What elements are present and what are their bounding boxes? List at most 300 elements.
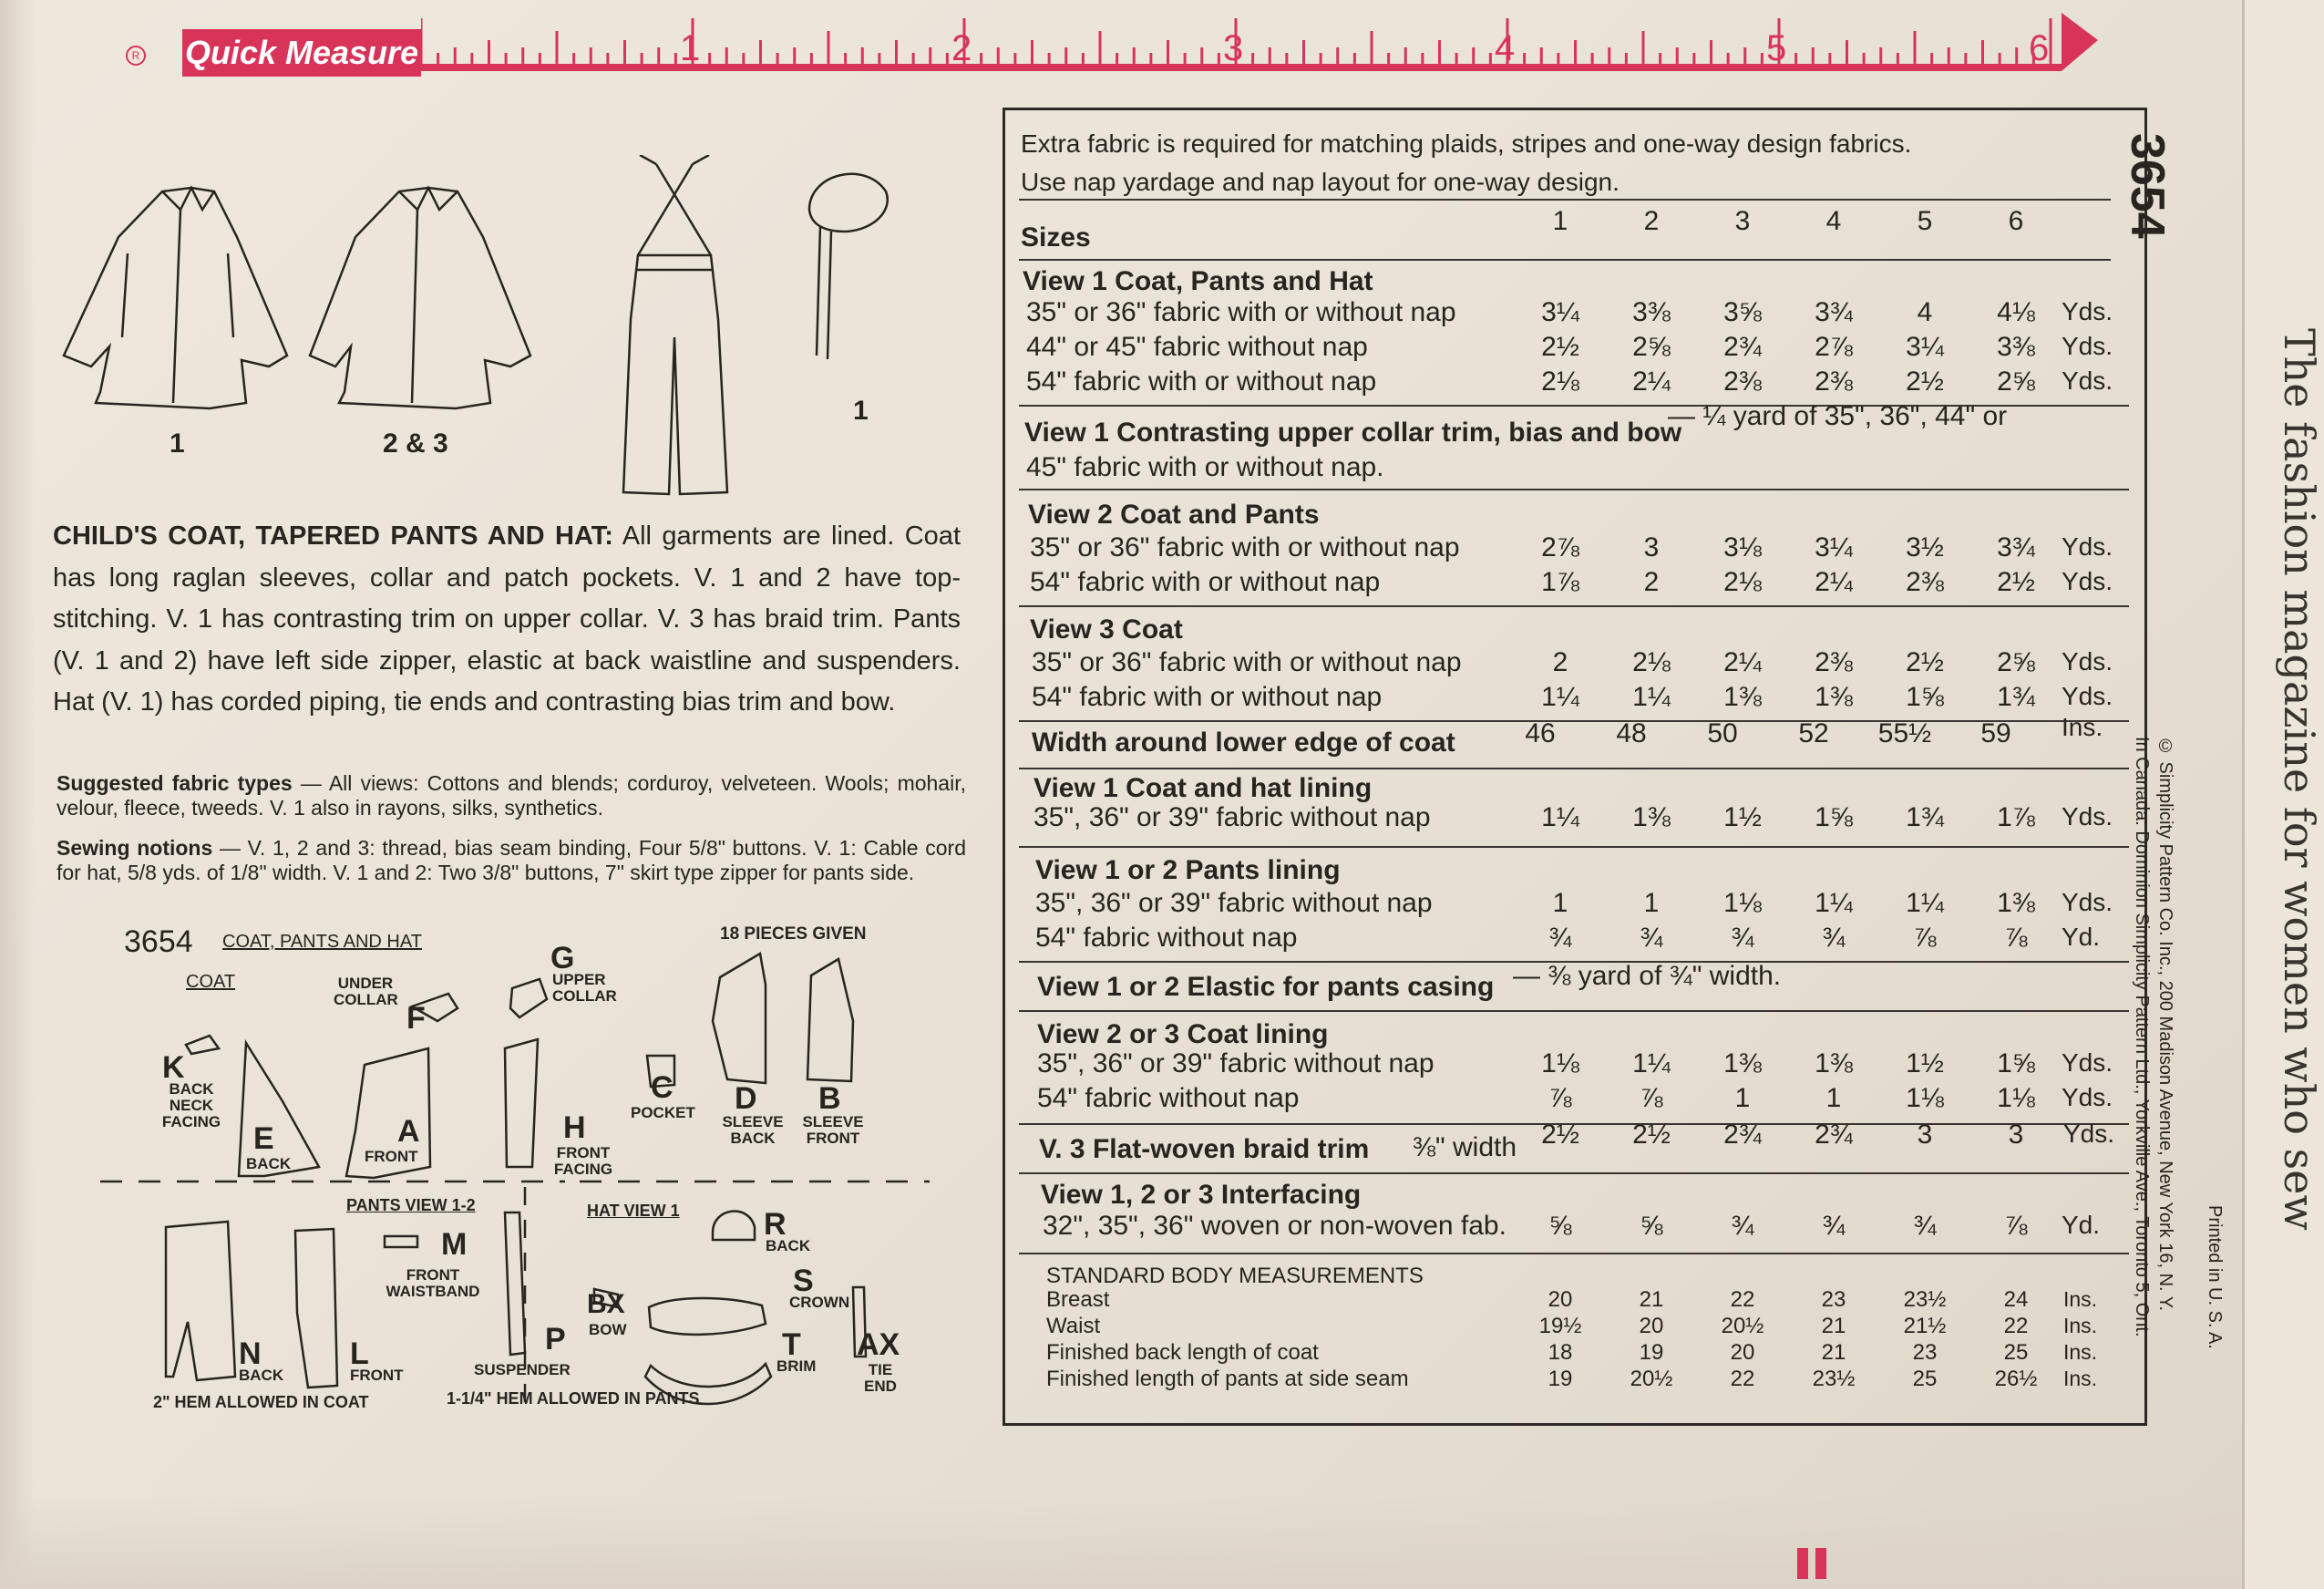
ruler-tick xyxy=(1828,53,1831,64)
size-3-value: ¾ xyxy=(1731,1211,1754,1241)
std-size-4: 23½ xyxy=(1812,1367,1856,1391)
std-size-1: 19½ xyxy=(1538,1314,1582,1338)
size-1-value: 2⅞ xyxy=(1541,532,1579,562)
ruler-tick xyxy=(1557,53,1559,64)
ruler-tick xyxy=(776,53,779,64)
size-4-value: ¾ xyxy=(1822,923,1846,953)
table-note-line-1: Extra fabric is required for matching plaids, stripes and one-way design fabrics. xyxy=(1021,129,1912,158)
size-5-value: 3½ xyxy=(1906,532,1944,562)
ruler-end-arrow xyxy=(2062,13,2098,71)
braid-size-3: 2¾ xyxy=(1723,1120,1762,1150)
width-title: Width around lower edge of coat xyxy=(1032,727,1455,758)
size-1-header: 1 xyxy=(1552,206,1568,236)
width-unit: Ins. xyxy=(2062,713,2103,741)
ruler-tick xyxy=(1574,40,1577,64)
row-label: 54" fabric with or without nap xyxy=(1030,567,1381,597)
ruler-tick xyxy=(980,53,982,64)
ruler-tick xyxy=(810,53,813,64)
ruler-tick xyxy=(1320,53,1322,64)
std-size-3: 22 xyxy=(1730,1287,1755,1312)
table-note-line-2: Use nap yardage and nap layout for one-way design. xyxy=(1021,168,1620,196)
ruler-number: 1 xyxy=(680,28,701,68)
size-4-value: 1⅝ xyxy=(1815,802,1853,832)
ruler-tick xyxy=(1879,47,1882,64)
width-size-1: 46 xyxy=(1525,718,1556,748)
ruler-tick xyxy=(1455,53,1458,64)
ruler-tick xyxy=(539,53,541,64)
braid-title: V. 3 Flat-woven braid trim xyxy=(1039,1134,1370,1164)
size-6-value: ⅞ xyxy=(2004,923,2028,953)
std-size-5: 21½ xyxy=(1903,1314,1947,1338)
piece-label-s: CROWN xyxy=(789,1294,850,1311)
std-size-2: 21 xyxy=(1639,1287,1664,1312)
size-4-value: 2⅞ xyxy=(1815,332,1853,362)
piece-letter-m: M xyxy=(441,1227,468,1262)
ruler-tick xyxy=(1794,53,1797,64)
hat-view-label: HAT VIEW 1 xyxy=(587,1202,680,1220)
ruler-tick xyxy=(1371,31,1373,64)
std-unit: Ins. xyxy=(2063,1314,2098,1337)
ruler-tick xyxy=(1116,53,1118,64)
piece-label-h: FRONT FACING xyxy=(553,1144,613,1178)
view1-title: View 1 Coat, Pants and Hat xyxy=(1023,266,1373,296)
size-6-value: 1¾ xyxy=(1997,682,2035,712)
std-size-1: 18 xyxy=(1548,1340,1573,1365)
size-6-value: 4⅛ xyxy=(1997,297,2035,327)
size-1-value: 2 xyxy=(1552,647,1568,677)
size-3-value: 3⅝ xyxy=(1723,297,1762,327)
table-rule xyxy=(1019,846,2129,848)
size-3-value: 1⅜ xyxy=(1723,1048,1762,1078)
row-unit: Yds. xyxy=(2062,802,2113,831)
ruler-tick xyxy=(1727,53,1730,64)
size-5-value: 2½ xyxy=(1906,366,1944,397)
ruler-tick xyxy=(759,40,762,64)
envelope-bottom-edge xyxy=(0,1495,2324,1589)
piece-b-shape xyxy=(807,959,853,1081)
pieces-given: 18 PIECES GIVEN xyxy=(720,924,867,944)
figure-label-hat: 1 xyxy=(853,396,869,426)
size-2-value: 2⅝ xyxy=(1632,332,1671,362)
pieces-number: 3654 xyxy=(124,924,193,959)
size-4-value: ¾ xyxy=(1822,1211,1846,1241)
size-6-value: 1⅛ xyxy=(1997,1083,2035,1113)
std-size-4: 21 xyxy=(1821,1314,1846,1338)
table-rule xyxy=(1019,489,2129,490)
ruler-tick xyxy=(1591,53,1594,64)
ruler-tick xyxy=(1048,53,1051,64)
ruler-tick xyxy=(2015,47,2018,64)
ruler-tick xyxy=(1218,53,1220,64)
ruler-tick xyxy=(844,53,847,64)
size-2-header: 2 xyxy=(1643,206,1660,236)
size-6-value: 2⅝ xyxy=(1997,647,2035,677)
braid-size-2: 2½ xyxy=(1632,1120,1671,1150)
std-title: STANDARD BODY MEASUREMENTS xyxy=(1046,1264,1424,1288)
table-rule xyxy=(1019,605,2129,607)
size-5-value: 3¼ xyxy=(1906,332,1944,362)
ruler-tick xyxy=(828,31,830,64)
std-row-label: Waist xyxy=(1046,1314,1101,1338)
ruler-tick xyxy=(895,40,898,64)
size-1-value: ⅝ xyxy=(1548,1211,1572,1241)
row-label: 35", 36" or 39" fabric without nap xyxy=(1033,802,1431,832)
size-5-value: 2⅜ xyxy=(1906,567,1944,597)
ruler-tick xyxy=(1540,47,1543,64)
ruler-tick xyxy=(1523,53,1526,64)
braid-size-5: 3 xyxy=(1917,1120,1933,1150)
std-row-label: Breast xyxy=(1046,1287,1110,1312)
row-unit: Yds. xyxy=(2062,567,2113,595)
size-2-value: 1⅜ xyxy=(1632,802,1671,832)
row-label: 32", 35", 36" woven or non-woven fab. xyxy=(1043,1211,1506,1241)
pink-registration-marks xyxy=(1794,1548,1834,1579)
row-label: 35", 36" or 39" fabric without nap xyxy=(1035,888,1433,918)
table-rule xyxy=(1019,199,2111,201)
ruler-tick xyxy=(421,18,423,64)
ruler-tick xyxy=(1897,53,1899,64)
ruler-tick xyxy=(861,47,864,64)
ruler-tick xyxy=(742,53,745,64)
std-size-5: 23½ xyxy=(1903,1287,1947,1312)
registered-mark: R xyxy=(126,46,146,66)
table-rule xyxy=(1019,259,2111,261)
envelope-left-edge xyxy=(0,0,35,1589)
ruler-number: 5 xyxy=(1766,28,1787,68)
piece-r-shape xyxy=(713,1212,755,1240)
width-size-6: 59 xyxy=(1980,718,2011,748)
piece-label-l: FRONT xyxy=(350,1367,404,1384)
std-size-6: 25 xyxy=(2003,1340,2029,1365)
row-unit: Yds. xyxy=(2062,1048,2113,1077)
fabrics-body: — All views: Cottons and blends; corduroy, velveteen. Wools; mohair, velour, fleece, tweeds. V. 1 also in rayons, silks, synthetics. xyxy=(57,771,966,820)
piece-label-g: UPPER COLLAR xyxy=(552,971,617,1005)
size-4-value: 2⅜ xyxy=(1815,366,1853,397)
size-5-value: 1¾ xyxy=(1906,802,1944,832)
row-unit: Yds. xyxy=(2062,1083,2113,1111)
ruler-tick xyxy=(1608,47,1610,64)
ruler-tick xyxy=(1812,47,1815,64)
ruler-tick xyxy=(454,47,457,64)
ruler-tick xyxy=(997,47,1000,64)
pants-view-label: PANTS VIEW 1-2 xyxy=(346,1196,476,1214)
ruler-tick xyxy=(1676,47,1679,64)
ruler-tick xyxy=(1964,53,1967,64)
size-6-value: ⅞ xyxy=(2004,1211,2028,1241)
braid-unit: Yds. xyxy=(2063,1120,2115,1148)
pattern-description xyxy=(53,516,961,724)
std-size-4: 21 xyxy=(1821,1340,1846,1365)
std-size-3: 22 xyxy=(1730,1367,1755,1391)
ruler-tick xyxy=(1999,53,2001,64)
size-5-header: 5 xyxy=(1917,206,1933,236)
ruler-tick xyxy=(793,47,796,64)
ruler-tick xyxy=(623,40,626,64)
hem-coat-note: 2" HEM ALLOWED IN COAT xyxy=(153,1393,369,1411)
size-3-value: 3⅛ xyxy=(1723,532,1762,562)
size-3-value: 2¾ xyxy=(1723,332,1762,362)
size-5-value: ¾ xyxy=(1913,1211,1937,1241)
size-3-value: 1 xyxy=(1734,1083,1751,1113)
description-body: All garments are lined. Coat has long raglan sleeves, collar and patch pockets. V. 1 and 2 have top-stitching. V. 1 has contrasting trim on upper collar. V. 3 has braid trim. Pants (V. 1 and 2) have left side zipper, elastic at back waistline and suspenders. Hat (V. 1) has corded piping, tie ends and contrasting bias trim and bow. xyxy=(53,521,961,717)
piece-letter-g: G xyxy=(550,941,575,975)
coat-view-2-3-drawing xyxy=(310,188,530,408)
std-size-1: 20 xyxy=(1548,1287,1573,1312)
size-2-value: 1¼ xyxy=(1632,1048,1671,1078)
piece-label-c: POCKET xyxy=(631,1104,695,1121)
width-size-4: 52 xyxy=(1798,718,1829,748)
piece-label-ax: TIE END xyxy=(864,1361,897,1395)
std-unit: Ins. xyxy=(2063,1340,2098,1364)
size-3-value: 2¼ xyxy=(1723,647,1762,677)
piece-k-shape xyxy=(186,1036,219,1054)
piece-letter-h: H xyxy=(563,1110,586,1145)
piece-g-shape xyxy=(510,979,547,1017)
ruler-tick xyxy=(1692,53,1695,64)
pieces-title: COAT, PANTS AND HAT xyxy=(222,932,422,952)
trim-text-2: 45" fabric with or without nap. xyxy=(1026,452,1384,482)
row-label: 44" or 45" fabric without nap xyxy=(1026,332,1368,362)
ruler-tick xyxy=(1031,40,1033,64)
ruler-tick xyxy=(606,53,609,64)
size-1-value: ¾ xyxy=(1548,923,1572,953)
ruler-tick xyxy=(878,53,880,64)
size-6-value: 2⅝ xyxy=(1997,366,2035,397)
ruler-tick xyxy=(572,53,575,64)
ruler-number: 3 xyxy=(1223,28,1244,68)
piece-label-f: UNDER COLLAR xyxy=(334,975,398,1008)
pattern-number-vertical: 3654 xyxy=(2121,133,2174,239)
piece-letter-d: D xyxy=(735,1081,757,1116)
ruler-tick xyxy=(1082,53,1085,64)
piece-label-p: SUSPENDER xyxy=(474,1361,571,1378)
size-5-value: 1⅛ xyxy=(1906,1083,1944,1113)
elastic-text: — ⅜ yard of ¾" width. xyxy=(1513,961,1782,991)
braid-size-1: 2½ xyxy=(1541,1120,1579,1150)
size-2-value: 1¼ xyxy=(1632,682,1671,712)
coat-view-1-drawing xyxy=(64,188,287,408)
ruler-tick xyxy=(1387,53,1390,64)
piece-letter-a: A xyxy=(397,1114,420,1149)
size-2-value: 3 xyxy=(1643,532,1660,562)
ruler-tick xyxy=(1336,47,1339,64)
std-size-2: 20½ xyxy=(1630,1367,1673,1391)
ruler-tick xyxy=(946,53,949,64)
description-title: CHILD'S COAT, TAPERED PANTS AND HAT: xyxy=(53,521,613,551)
ruler-tick xyxy=(929,47,931,64)
piece-letter-n: N xyxy=(239,1336,262,1371)
coat-pieces-label: COAT xyxy=(186,972,236,992)
ruler-tick xyxy=(1981,40,1984,64)
size-2-value: 2 xyxy=(1643,567,1660,597)
ruler-number: 4 xyxy=(1495,28,1516,68)
braid-size-4: 2¾ xyxy=(1815,1120,1853,1150)
ruler-tick xyxy=(1184,53,1187,64)
size-3-value: 1½ xyxy=(1723,802,1762,832)
piece-h-shape xyxy=(505,1039,538,1167)
ruler-tick xyxy=(1200,47,1203,64)
ruler-tick xyxy=(657,47,660,64)
std-size-2: 19 xyxy=(1639,1340,1664,1365)
size-5-value: ⅞ xyxy=(1913,923,1937,953)
size-2-value: 1 xyxy=(1643,888,1660,918)
width-size-2: 48 xyxy=(1616,718,1647,748)
row-unit: Yds. xyxy=(2062,888,2113,916)
row-unit: Yds. xyxy=(2062,366,2113,395)
row-label: 35" or 36" fabric with or without nap xyxy=(1032,647,1462,677)
piece-label-b: SLEEVE FRONT xyxy=(802,1113,864,1147)
std-size-2: 20 xyxy=(1639,1314,1664,1338)
size-1-value: 2½ xyxy=(1541,332,1579,362)
size-5-value: 1⅝ xyxy=(1906,682,1944,712)
piece-m-shape xyxy=(385,1236,417,1247)
suggested-fabrics xyxy=(57,771,966,820)
piece-n-shape xyxy=(166,1222,235,1380)
ruler-tick xyxy=(521,47,524,64)
piece-letter-f: F xyxy=(406,1001,426,1036)
ruler-tick xyxy=(1251,53,1254,64)
interfacing-title: View 1, 2 or 3 Interfacing xyxy=(1041,1180,1362,1210)
row-unit: Yds. xyxy=(2062,332,2113,360)
std-size-5: 25 xyxy=(1912,1367,1938,1391)
lining-title: View 1 Coat and hat lining xyxy=(1033,773,1373,803)
piece-label-k: BACK NECK FACING xyxy=(161,1080,221,1130)
piece-p-shape xyxy=(505,1212,525,1355)
ruler-tick xyxy=(1489,53,1492,64)
row-label: 35" or 36" fabric with or without nap xyxy=(1030,532,1460,562)
piece-letter-ax: AX xyxy=(857,1327,900,1362)
size-3-value: 1⅛ xyxy=(1723,888,1762,918)
ruler-tick xyxy=(1133,47,1136,64)
std-size-1: 19 xyxy=(1548,1367,1573,1391)
elastic-title: View 1 or 2 Elastic for pants casing xyxy=(1037,972,1495,1002)
trim-title: View 1 Contrasting upper collar trim, bias and bow xyxy=(1024,418,1682,448)
row-unit: Yds. xyxy=(2062,297,2113,325)
ruler-tick xyxy=(2050,18,2052,64)
size-5-value: 1½ xyxy=(1906,1048,1944,1078)
size-6-value: 2½ xyxy=(1997,567,2035,597)
size-1-value: 1 xyxy=(1552,888,1568,918)
notions-title: Sewing notions xyxy=(57,836,213,860)
ruler-tick xyxy=(725,47,728,64)
ruler-number: 6 xyxy=(2029,28,2050,68)
ruler-tick xyxy=(488,40,490,64)
ruler-tick xyxy=(641,53,643,64)
piece-label-e: BACK xyxy=(246,1155,292,1172)
size-6-value: 3⅜ xyxy=(1997,332,2035,362)
ruler-tick xyxy=(437,53,439,64)
std-unit: Ins. xyxy=(2063,1287,2098,1311)
size-3-value: 2⅛ xyxy=(1723,567,1762,597)
hem-pants-note: 1-1/4" HEM ALLOWED IN PANTS xyxy=(447,1389,700,1408)
piece-label-bx: BOW xyxy=(589,1321,627,1338)
row-unit: Yd. xyxy=(2062,923,2101,951)
row-unit: Yds. xyxy=(2062,532,2113,561)
ruler-tick xyxy=(1761,53,1764,64)
piece-letter-t: T xyxy=(782,1327,801,1362)
ruler-tick xyxy=(1472,47,1475,64)
piece-label-d: SLEEVE BACK xyxy=(722,1113,784,1147)
row-label: 35" or 36" fabric with or without nap xyxy=(1026,297,1456,327)
ruler-tick xyxy=(1099,31,1102,64)
sewing-notions xyxy=(57,836,966,885)
piece-letter-s: S xyxy=(793,1264,814,1298)
ruler-tick xyxy=(1421,53,1424,64)
width-size-5: 55½ xyxy=(1877,718,1932,748)
ruler-tick xyxy=(1659,53,1661,64)
size-6-value: 1⅞ xyxy=(1997,802,2035,832)
size-6-value: 1⅝ xyxy=(1997,1048,2035,1078)
std-size-6: 22 xyxy=(2003,1314,2029,1338)
ruler-tick xyxy=(470,53,473,64)
ruler-tick xyxy=(1743,47,1746,64)
size-1-value: 2⅛ xyxy=(1541,366,1579,397)
view2-title: View 2 Coat and Pants xyxy=(1028,500,1320,530)
size-5-value: 2½ xyxy=(1906,647,1944,677)
printed-in-line: Printed in U. S. A. xyxy=(2205,1205,2225,1349)
std-row-label: Finished back length of coat xyxy=(1046,1340,1319,1365)
ruler-tick xyxy=(708,53,711,64)
size-4-value: 1⅜ xyxy=(1815,682,1853,712)
ruler-tick xyxy=(1269,47,1271,64)
size-1-value: 3¼ xyxy=(1541,297,1579,327)
pants-lining-title: View 1 or 2 Pants lining xyxy=(1035,855,1341,885)
ruler-tick xyxy=(1149,53,1152,64)
notions-body: — V. 1, 2 and 3: thread, bias seam binding, Four 5/8" buttons. V. 1: Cable cord for hat, 5/8 yds. of 1/8" width. V. 1 and 2: Two 3/8" buttons, 7" skirt type zipper for pants side. xyxy=(57,836,966,884)
std-unit: Ins. xyxy=(2063,1367,2098,1390)
size-3-value: 1⅜ xyxy=(1723,682,1762,712)
size-3-header: 3 xyxy=(1734,206,1751,236)
piece-s-shape xyxy=(649,1298,766,1335)
ruler-tick xyxy=(1285,53,1288,64)
table-rule xyxy=(1019,1172,2129,1174)
copyright-line: © Simplicity Pattern Co. Inc., 200 Madison Avenue, New York 16, N. Y. xyxy=(2155,737,2175,1312)
piece-label-a: FRONT xyxy=(365,1148,418,1165)
garment-illustrations xyxy=(55,155,930,501)
std-size-6: 26½ xyxy=(1994,1367,2038,1391)
row-label: 35", 36" or 39" fabric without nap xyxy=(1037,1048,1435,1078)
size-4-value: 1¼ xyxy=(1815,888,1853,918)
piece-l-shape xyxy=(295,1229,337,1388)
ruler-tick xyxy=(1914,31,1917,64)
size-1-value: 1¼ xyxy=(1541,682,1579,712)
piece-letter-bx: BX xyxy=(587,1289,625,1319)
braid-width: ⅜" width xyxy=(1413,1132,1517,1162)
ruler-tick xyxy=(556,31,559,64)
size-1-value: 1⅞ xyxy=(1541,567,1579,597)
row-label: 54" fabric with or without nap xyxy=(1032,682,1383,712)
measuring-ruler xyxy=(421,13,2116,86)
piece-letter-r: R xyxy=(764,1207,787,1242)
size-4-value: 1 xyxy=(1825,1083,1842,1113)
piece-letter-p: P xyxy=(545,1322,566,1357)
row-unit: Yds. xyxy=(2062,647,2113,676)
size-6-value: 3¾ xyxy=(1997,532,2035,562)
piece-letter-l: L xyxy=(350,1336,369,1371)
size-5-value: 4 xyxy=(1917,297,1933,327)
coat-lining-title: View 2 or 3 Coat lining xyxy=(1037,1019,1329,1049)
width-size-3: 50 xyxy=(1707,718,1738,748)
ruler-number: 2 xyxy=(951,28,972,68)
piece-label-n: BACK xyxy=(239,1367,284,1384)
flap-slogan: The fashion magazine for women who sew xyxy=(2275,328,2324,1231)
ruler-tick xyxy=(1404,47,1407,64)
ruler-tick xyxy=(1642,31,1645,64)
figure-label-view-1: 1 xyxy=(170,428,185,459)
std-size-4: 23 xyxy=(1821,1287,1846,1312)
ruler-tick xyxy=(590,47,592,64)
size-2-value: 2¼ xyxy=(1632,366,1671,397)
